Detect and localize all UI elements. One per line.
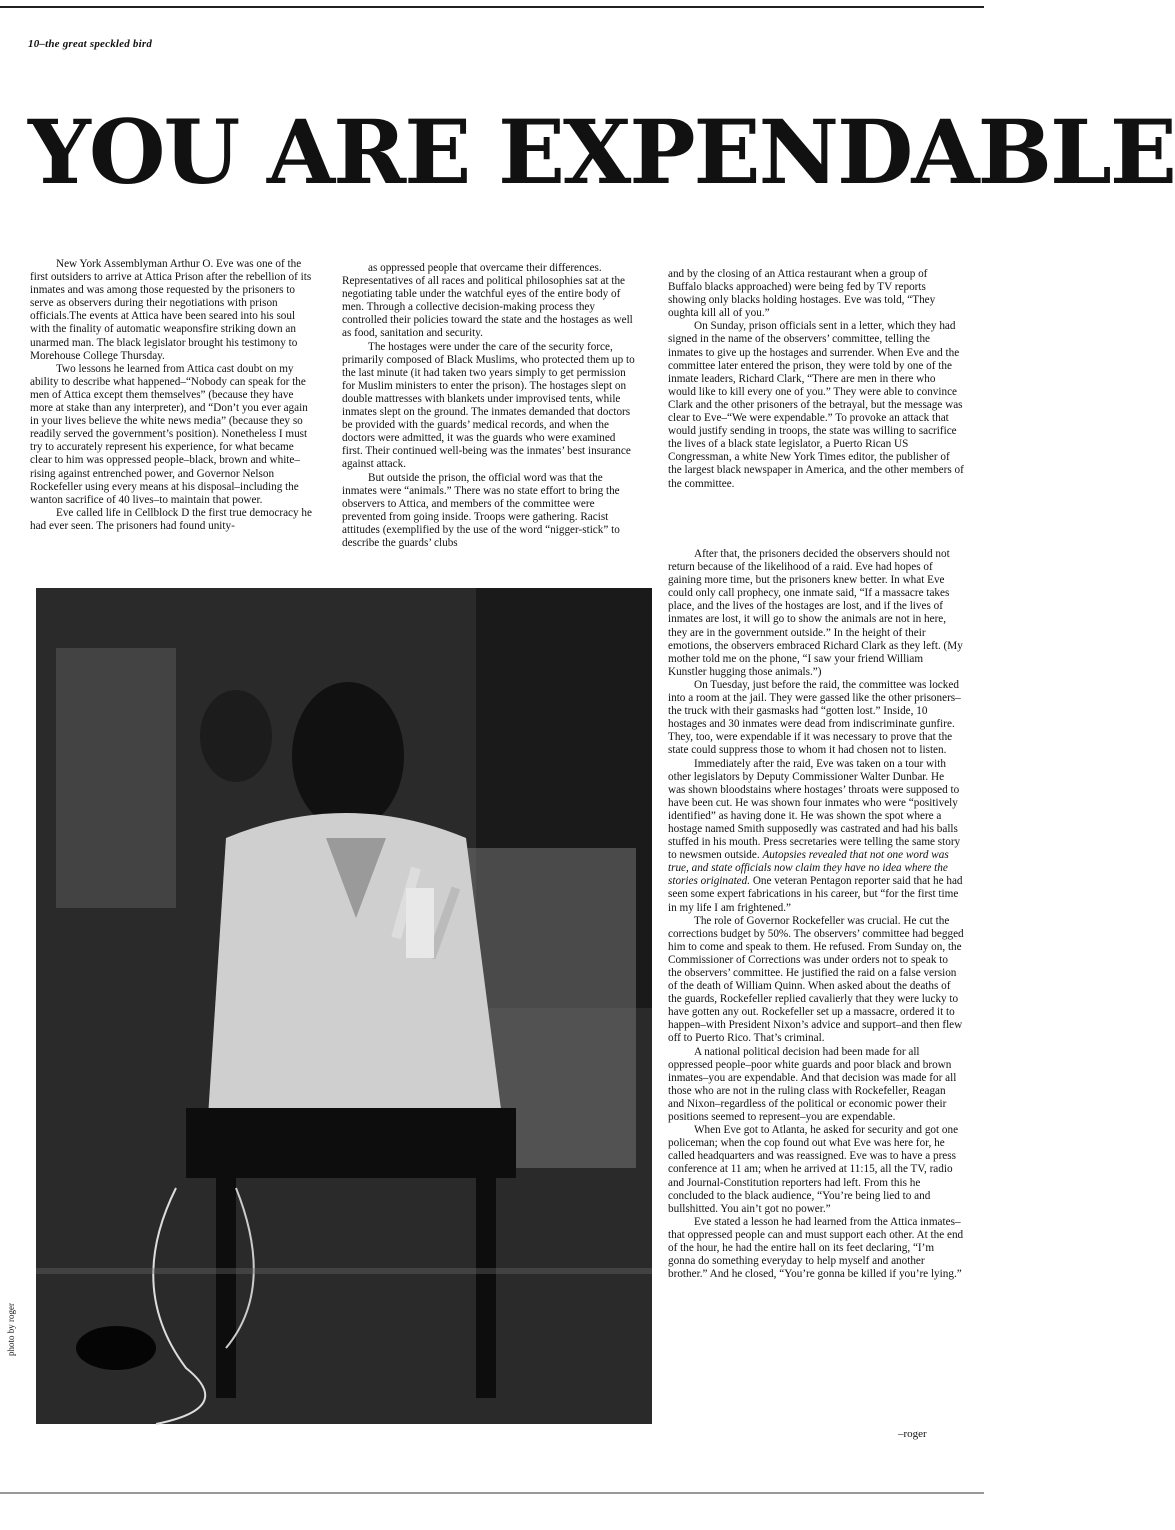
paragraph: The hostages were under the care of the security force, primarily composed of Black Muslims, who protected them up to the last minute (it had taken two years simply to get permission for Muslim ministers to enter the prison). The hostages slept on double mattresses with blankets under improvised tents, while inmates slept on the ground. The inmates demanded that doctors be provided with the guards’ medical records, and when the doctors were admitted, it was the guards who were examined first. Their continued well-being was the inmates’ best insurance against attack. — [342, 340, 635, 471]
paragraph: When Eve got to Atlanta, he asked for security and got one policeman; when the cop found out what Eve was here for, he called headquarters and was reassigned. Eve was to have a press conference at 11 am; when he arrived at 11:15, all the TV, radio and Journal-Constitution reporters had left. From this he concluded to the black audience, “You’re being lied to and bullshitted. You ain’t got no power.” — [668, 1124, 959, 1215]
paragraph: After that, the prisoners decided the observers should not return because of the likelihood of a raid. Eve had hopes of gaining more time, but the prisoners knew better. In what Eve could only call prophecy, one inmate said, “If a massacre takes place, and the lives of the hostages are lost, and if the lives of inmates are lost, it will go to show the animals are not in here, they are in the government outside.” In the height of their emotions, the observers embraced Richard Clark as they left. (My mother told me on the phone, “I saw your friend William Kunstler hugging those animals.”) — [668, 548, 963, 678]
paragraph: and by the closing of an Attica restaurant when a group of Buffalo blacks approached) were being fed by TV reports showing only blacks holding hostages. Eve was told, “They oughta kill all of you.” — [668, 268, 936, 320]
headline: YOU ARE EXPENDABLE — [28, 100, 1175, 204]
photo-credit: photo by roger — [6, 1303, 16, 1356]
paragraph: A national political decision had been made for all oppressed people–poor white guards and poor black and brown inmates–you are expendable. And that decision was made for all those who are not in the ruling class with Rockefeller, Reagan and Nixon–regardless of the political or economic power their positions seemed to represent–you are expendable. — [668, 1045, 957, 1124]
bottom-rule — [0, 1492, 984, 1494]
paragraph-text: One veteran Pentagon reporter said that he had seen some expert fabrications in his career, but “for the first time in my life I am frightened.” — [668, 875, 963, 914]
paragraph-text: Immediately after the raid, Eve was taken on a tour with other legislators by Deputy Commissioner Walter Dunbar. He was shown bloodstains where hostages’ throats were supposed to have been cut. He was shown four inmates who were “positively identified” as having done it. He was shown the spot where a hostage named Smith supposedly was castrated and had his balls stuffed in his mouth. Press secretaries were telling the same story to newsmen outside. — [668, 757, 961, 862]
page-header: 10–the great speckled bird — [28, 38, 153, 50]
article-column-1 — [30, 258, 316, 533]
paragraph: But outside the prison, the official word was that the inmates were “animals.” There was no state effort to bring the observers to Attica, and members of the committee were prevented from going inside. Troops were gathering. Racist attitudes (exemplified by the use of the word “nigger-stick” to describe the guards’ clubs — [342, 471, 620, 549]
italic-text: Autopsies revealed that not one word was true, and state officials now claim they have no idea where the stories originated. — [668, 849, 949, 888]
article-column-2 — [342, 262, 638, 550]
top-rule — [0, 6, 984, 8]
author-signature: –roger — [898, 1428, 927, 1440]
paragraph: Eve stated a lesson he had learned from the Attica inmates–that oppressed people can and must support each other. At the end of the hour, he had the entire hall on its feet declaring, “I’m gonna do something everyday to help myself and another brother.” And he closed, “You’re gonna be killed if you’re lying.” — [668, 1215, 964, 1281]
paragraph: Eve called life in Cellblock D the first true democracy he had ever seen. The prisoners had found unity- — [30, 506, 312, 532]
photo-illustration — [36, 588, 652, 1424]
paragraph: On Sunday, prison officials sent in a letter, which they had signed in the name of the observers’ committee, telling the inmates to give up the hostages and surrender. When Eve and the committee later entered the prison, they were told by one of the inmate leaders, Richard Clark, “There are men in there who would like to kill every one of you.” They were able to convince Clark and the other prisoners of the betrayal, but the message was clear to Eve–“We were expendable.” To provoke an attack that would justify sending in troops, the state was willing to sacrifice the lives of a black state legislator, a Puerto Rican US Congressman, a white New York Times editor, the publisher of the largest black newspaper in America, and the other members of the committee. — [668, 320, 964, 490]
article-column-3 — [668, 548, 964, 1281]
press-conference-photo — [36, 588, 652, 1424]
paragraph — [668, 758, 964, 915]
paragraph: The role of Governor Rockefeller was crucial. He cut the corrections budget by 50%. The observers’ committee had begged him to come and speak to them. He refused. From Sunday on, the Commissioner of Corrections was under orders not to speak to the observers’ committee. He justified the raid on a false version of the death of William Quinn. When asked about the deaths of the guards, Rockefeller replied cavalierly that they were lucky to have gotten any out. Rockefeller set up a massacre, ordered it to happen–with President Nixon’s advice and support–and then flew off to Puerto Rico. That’s criminal. — [668, 914, 964, 1045]
article-column-3-top — [668, 268, 964, 491]
paragraph: New York Assemblyman Arthur O. Eve was one of the first outsiders to arrive at Attica Prison after the rebellion of its inmates and was among those requested by the prisoners to serve as observers during their negotiations with prison officials.The events at Attica have been seared into his soul with the finality of automatic weaponsfire striking down an unarmed man. The black legislator brought his testimony to Morehouse College Thursday. — [30, 258, 312, 362]
paragraph: On Tuesday, just before the raid, the committee was locked into a room at the jail. They were gassed like the other prisoners–the truck with their gasmasks had “gotten lost.” Inside, 10 hostages and 30 inmates were dead from indiscriminate gunfire. They, too, were expendable if it was necessary to prove that the state could suppress those to whom it had chosen not to listen. — [668, 678, 961, 757]
paragraph: Two lessons he learned from Attica cast doubt on my ability to describe what happened–“Nobody can speak for the men of Attica except them themselves” (because they have more at stake than any interpreter), and “Don’t you ever again in your lives believe the white news media” (because they so readily served the government’s position). Nonetheless I must try to accurately represent his experience, for what became clear to him was oppressed people–black, brown and white–rising against entrenched power, and Governor Nelson Rockefeller using every means at his disposal–including the wanton sacrifice of 40 lives–to maintain that power. — [30, 362, 308, 506]
paragraph: as oppressed people that overcame their differences. Representatives of all races and political philosophies sat at the negotiating table under the watchful eyes of the entire body of men. Through a collective decision-making process they controlled their policies toward the state and the hostages as well as food, sanitation and security. — [342, 262, 633, 340]
